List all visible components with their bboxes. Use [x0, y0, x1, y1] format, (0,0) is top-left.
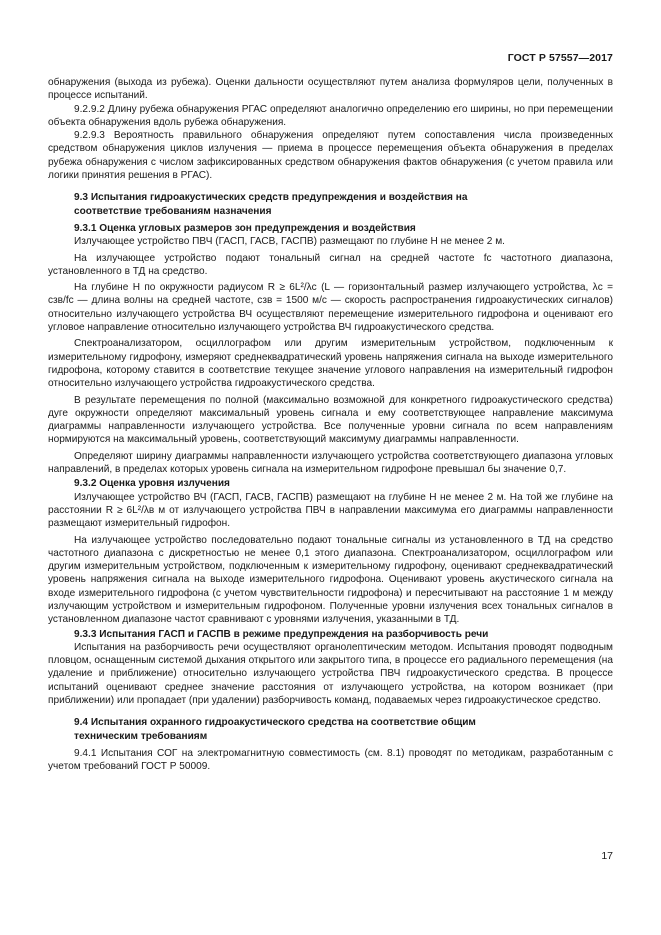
paragraph: Спектроанализатором, осциллографом или другим измерительным устройством, подключенным к измерительному гидрофону, измеряют среднеквадратический уровень напряжения сигнала на выходе измерительного гидрофона, которому ставится в соответствие текущее значение углового направления на измерительный гидрофон относительно излучающего устройства гидроакустического средства.: [48, 338, 613, 390]
section-heading-line: соответствие требованиям назначения: [74, 205, 272, 217]
section-heading-9-4: [48, 716, 613, 743]
paragraph: На излучающее устройство последовательно подают тональные сигналы из установленного в ТД на средство частотного диапазона с дискретностью не менее 0,1 этого диапазона. Спектроанализатором, осциллографом или другим измерительным устройством, подключенным к измерительному гидрофону, оценивают среднеквадратический уровень напряжения сигнала на выходе измерительного гидрофона. Оценивают уровень акустического сигнала на входе измерительного гидрофона (с учетом чувствительности гидрофона) и пересчитывают на расстояние 1 м между излучающим устройством и измерительным гидрофоном. Полученные уровни излучения всех тональных сигналов в установленном диапазоне частот сравнивают с уровнями излучения, указанными в ТД.: [48, 534, 613, 626]
section-heading-line: техническим требованиям: [74, 730, 208, 742]
paragraph: Излучающее устройство ВЧ (ГАСП, ГАСВ, ГАСПВ) размещают на глубине H не менее 2 м. На той же глубине на расстоянии R ≥ 6L²/λв м от излучающего устройства ПВЧ в направлении максимума его диаграммы направленности размещают измерительный гидрофон.: [48, 491, 613, 530]
paragraph: В результате перемещения по полной (максимально возможной для конкретного гидроакустического средства) дуге окружности определяют максимальный уровень сигнала и ему соответствующее направление максимума диаграммы направленности излучающего устройства. Все полученные уровни сигнала по всем направлениям нормируются на максимальный уровень, соответствующий максимуму диаграммы направленности.: [48, 394, 613, 446]
paragraph: Испытания на разборчивость речи осуществляют органолептическим методом. Испытания проводят подводным пловцом, оснащенным системой дыхания открытого или закрытого типа, в процессе его радиального перемещения (на удаление и приближение) относительно излучающего устройства ПВЧ гидроакустического средства. В процессе испытаний оценивают среднее значение расстояния от излучающего устройства, на котором возникает (при приближении) или пропадает (при удалении) разборчивость команд, подаваемых через гидроакустическое средство.: [48, 641, 613, 707]
paragraph: Определяют ширину диаграммы направленности излучающего устройства соответствующего диапазона угловых направлений, в пределах которых уровень сигнала на измерительном гидрофоне превышал бы значение 0,7.: [48, 450, 613, 476]
standard-code: ГОСТ Р 57557—2017: [507, 52, 613, 64]
section-heading-9-3: [48, 191, 613, 218]
subsection-heading-9-3-1: 9.3.1 Оценка угловых размеров зон предупреждения и воздействия: [74, 222, 416, 234]
section-heading-line: 9.3 Испытания гидроакустических средств предупреждения и воздействия на: [74, 192, 468, 204]
paragraph: Излучающее устройство ПВЧ (ГАСП, ГАСВ, ГАСПВ) размещают по глубине H не менее 2 м.: [74, 236, 505, 248]
page-number: 17: [601, 850, 613, 862]
subsection-heading-9-3-2: 9.3.2 Оценка уровня излучения: [74, 478, 230, 490]
paragraph: На глубине H по окружности радиусом R ≥ 6L²/λс (L — горизонтальный размер излучающего устройства, λс = cзв/fс — длина волны на средней частоте, cзв = 1500 м/с — скорость распространения гидроакустических сигналов) относительно излучающего устройства ВЧ осуществляют перемещение измерительного гидрофона и оценивают его угловое направление относительно излучающего устройства ВЧ гидроакустического средства.: [48, 282, 613, 334]
document-body: [48, 76, 613, 774]
paragraph: На излучающее устройство подают тональный сигнал на средней частоте fс частотного диапазона, установленного в ТД на средство.: [48, 252, 613, 277]
section-heading-line: 9.4 Испытания охранного гидроакустического средства на соответствие общим: [74, 717, 476, 729]
paragraph: 9.4.1 Испытания СОГ на электромагнитную совместимость (см. 8.1) проводят по методикам, разработанным с учетом требований ГОСТ Р 50009.: [48, 747, 613, 773]
subsection-heading-9-3-3: 9.3.3 Испытания ГАСП и ГАСПВ в режиме предупреждения на разборчивость речи: [74, 628, 489, 640]
paragraph: 9.2.9.3 Вероятность правильного обнаружения определяют путем сопоставления числа произведенных средством обнаружения циклов излучения — приема в процессе перемещения объекта обнаружения в пределах рубежа обнаружения с числом зафиксированных средством обнаружения фактов обнаружения (с учетом правила или логики принятия решения в РГАС).: [48, 130, 613, 182]
paragraph: обнаружения (выхода из рубежа). Оценки дальности осуществляют путем анализа формуляров цели, полученных в процессе испытаний.: [48, 77, 613, 102]
paragraph: 9.2.9.2 Длину рубежа обнаружения РГАС определяют аналогично определению его ширины, но при перемещении объекта обнаружения вдоль рубежа обнаружения.: [48, 103, 613, 128]
